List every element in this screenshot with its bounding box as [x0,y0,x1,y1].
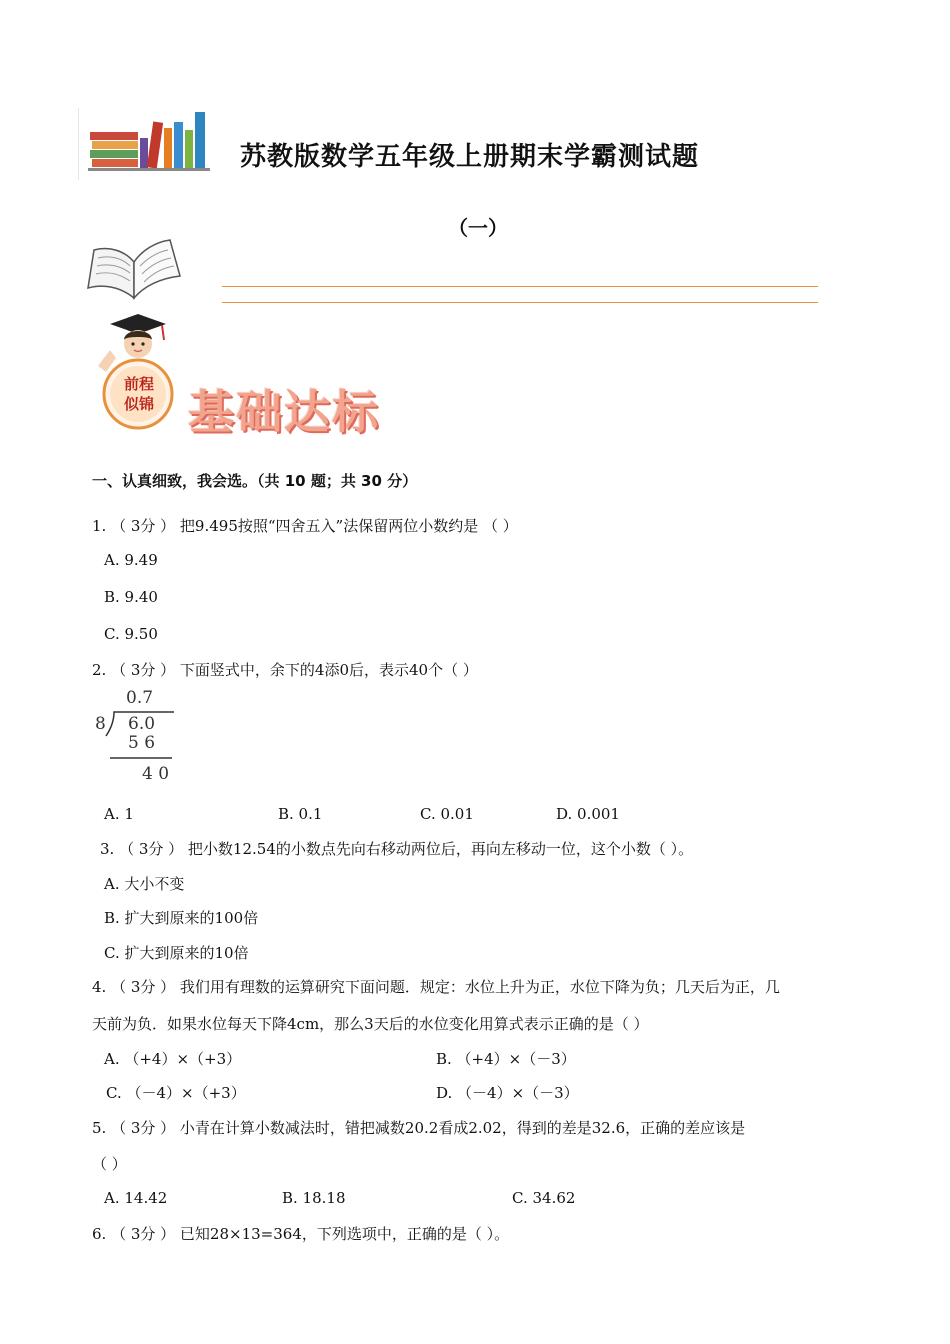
q4-option-a[interactable]: A. （+4）×（+3） [104,1050,242,1068]
division-quotient: 0.7 [126,688,154,708]
question-3: 3. （ 3分 ） 把小数12.54的小数点先向右移动两位后，再向左移动一位，这个小数（ ）。 [100,840,694,858]
badge-line-2: 似锦 [123,395,154,413]
badge-text [116,374,162,414]
division-divisor: 8 [95,714,106,734]
banner-heading: 基础达标 [188,385,380,439]
q5-option-b[interactable]: B. 18.18 [282,1189,346,1207]
question-2: 2. （ 3分 ） 下面竖式中，余下的4添0后，表示40个（ ） [92,661,478,679]
division-product: 5 6 [128,733,156,753]
long-division-figure [92,688,192,788]
q5-option-c[interactable]: C. 34.62 [512,1189,576,1207]
header-rule-bottom [222,302,818,303]
q4-option-b[interactable]: B. （+4）×（－3） [436,1050,576,1068]
q4-option-c[interactable]: C. （－4）×（+3） [106,1084,246,1102]
division-bracket [92,688,192,788]
q4-option-d[interactable]: D. （－4）×（－3） [436,1084,579,1102]
question-4-line-1: 4. （ 3分 ） 我们用有理数的运算研究下面问题．规定：水位上升为正，水位下降为负；几天后为正，几 [92,978,780,996]
question-4-line-2: 天前为负．如果水位每天下降4cm，那么3天后的水位变化用算式表示正确的是（ ） [92,1015,649,1033]
q2-option-d[interactable]: D. 0.001 [556,805,620,823]
q2-option-a[interactable]: A. 1 [104,805,134,823]
q1-option-b[interactable]: B. 9.40 [104,588,158,606]
question-6: 6. （ 3分 ） 已知28×13=364，下列选项中，正确的是（ ）。 [92,1225,510,1243]
header-rule-top [222,286,818,287]
q2-option-c[interactable]: C. 0.01 [420,805,474,823]
q1-option-a[interactable]: A. 9.49 [104,551,158,569]
badge-line-1: 前程 [123,375,154,393]
question-1: 1. （ 3分 ） 把9.495按照“四舍五入”法保留两位小数约是 （ ） [92,517,518,535]
q3-option-c[interactable]: C. 扩大到原来的10倍 [104,944,249,962]
question-5-line-1: 5. （ 3分 ） 小青在计算小数减法时，错把减数20.2看成2.02，得到的差是32.6，正确的差应该是 [92,1119,746,1137]
q1-option-c[interactable]: C. 9.50 [104,625,158,643]
division-remainder: 4 0 [142,764,170,784]
q3-option-a[interactable]: A. 大小不变 [104,875,185,893]
document-subtitle: （一） [448,216,508,240]
division-dividend: 6.0 [128,714,156,734]
section-heading: 一、认真细致，我会选。（共 10 题；共 30 分） [92,472,418,490]
document-title: 苏教版数学五年级上册期末学霸测试题 [240,142,700,172]
question-5-line-2: （ ） [92,1155,127,1173]
q5-option-a[interactable]: A. 14.42 [104,1189,168,1207]
q2-option-b[interactable]: B. 0.1 [278,805,323,823]
books-icon [78,108,214,180]
q3-option-b[interactable]: B. 扩大到原来的100倍 [104,909,259,927]
open-book-icon [84,236,184,306]
